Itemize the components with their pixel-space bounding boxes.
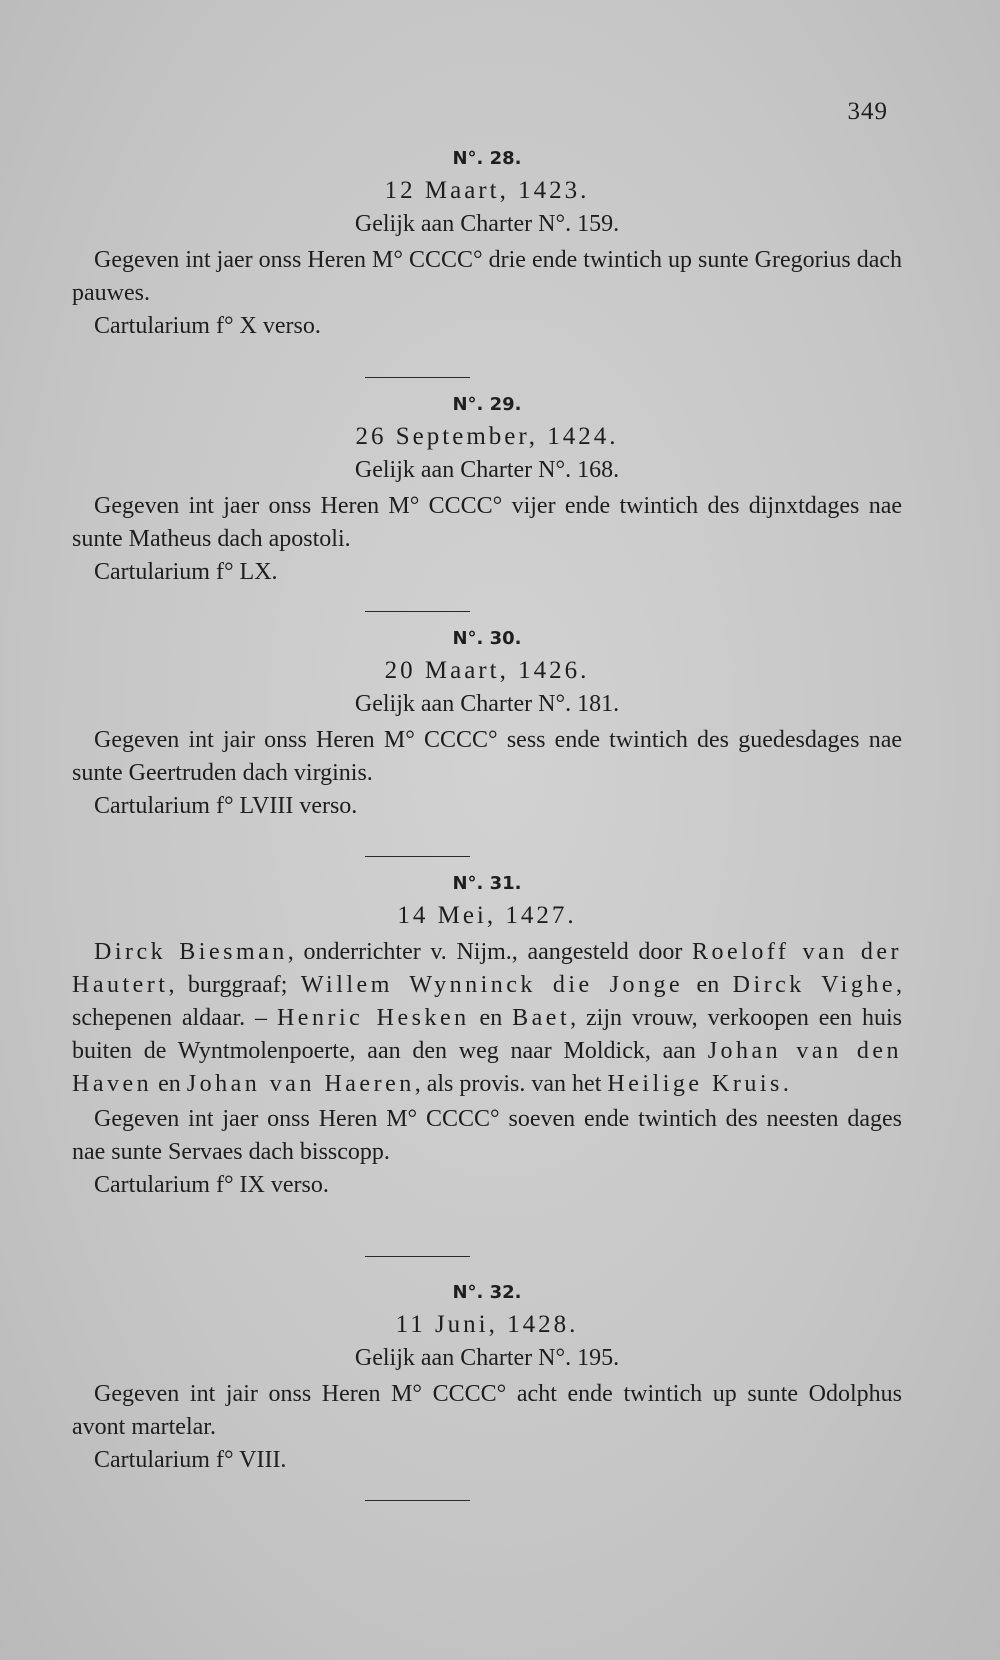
person-name: Johan van den Haven (72, 1038, 902, 1097)
cartularium-reference: Cartularium f° LVIII verso. (94, 793, 358, 819)
person-name: Henric Hesken (276, 1005, 470, 1031)
person-name: Dirck Biesman (94, 939, 288, 965)
section-divider (365, 1256, 470, 1257)
cartularium-reference: Cartularium f° VIII. (94, 1447, 287, 1473)
entry-text: Gegeven int jair onss Heren M° CCCC° sess ende twintich des guedesdages nae sunte Geertruden dach virginis. (72, 727, 902, 786)
section-divider (365, 377, 470, 378)
place-name: Heilige Kruis (607, 1071, 783, 1097)
entry-text: Gegeven int jair onss Heren M° CCCC° acht ende twintich up sunte Odolphus avont martelar. (72, 1381, 902, 1440)
entry-date: 14 Mei, 1427. (397, 902, 577, 929)
person-name: Willem Wynninck die Jonge (300, 972, 684, 998)
entry-number: N°. 28. (452, 148, 522, 169)
cartularium-reference: Cartularium f° IX verso. (94, 1172, 329, 1198)
entry-text: Gegeven int jaer onss Heren M° CCCC° vijer ende twintich des dijnxtdages nae sunte Matheus dach apostoli. (72, 493, 902, 552)
summary-text: , onderrichter v. Nijm., aangesteld door (287, 939, 693, 965)
section-divider (365, 856, 470, 857)
entry-number: N°. 30. (452, 628, 522, 649)
entry-number: N°. 31. (452, 873, 522, 894)
charter-entry-30 (72, 628, 902, 823)
entry-number: N°. 32. (452, 1282, 522, 1303)
charter-entry-28 (72, 148, 902, 343)
charter-reference: Gelijk aan Charter N°. 168. (354, 457, 620, 483)
entry-summary (72, 936, 902, 1101)
charter-reference: Gelijk aan Charter N°. 181. (354, 691, 620, 717)
charter-entry-29 (72, 394, 902, 589)
person-name: Roeloff van der Hautert (72, 939, 903, 998)
summary-text: en (152, 1071, 187, 1097)
summary-text: , als provis. van het (414, 1071, 608, 1097)
person-name: Dirck Vighe (732, 972, 896, 998)
summary-text: . (782, 1071, 789, 1097)
entry-date: 12 Maart, 1423. (384, 177, 590, 204)
entry-date: 26 September, 1424. (355, 423, 619, 450)
charter-entry-31 (72, 873, 902, 1202)
summary-text: en (469, 1005, 513, 1031)
entry-text: Gegeven int jaer onss Heren M° CCCC° drie ende twintich up sunte Gregorius dach pauwes. (72, 247, 902, 306)
charter-entry-32 (72, 1282, 902, 1477)
entry-number: N°. 29. (452, 394, 522, 415)
entry-date: 20 Maart, 1426. (384, 657, 590, 684)
summary-text: en (683, 972, 733, 998)
section-divider (365, 611, 470, 612)
summary-text: , zijn vrouw, verkoopen een huis buiten de Wyntmolenpoerte, aan den weg naar Moldick, aan (72, 1005, 902, 1064)
person-name: Johan van Haeren (186, 1071, 415, 1097)
entry-date: 11 Juni, 1428. (395, 1311, 579, 1338)
charter-reference: Gelijk aan Charter N°. 159. (354, 211, 620, 237)
section-divider (365, 1500, 470, 1501)
charter-reference: Gelijk aan Charter N°. 195. (354, 1345, 620, 1371)
summary-text: , schepenen aldaar. – (72, 972, 902, 1031)
cartularium-reference: Cartularium f° LX. (94, 559, 278, 585)
cartularium-reference: Cartularium f° X verso. (94, 313, 321, 339)
page-number: 349 (847, 98, 888, 125)
summary-text: , burggraaf; (168, 972, 301, 998)
person-name: Baet (512, 1005, 571, 1031)
entry-text: Gegeven int jaer onss Heren M° CCCC° soeven ende twintich des neesten dages nae sunte Servaes dach bisscopp. (72, 1106, 902, 1165)
